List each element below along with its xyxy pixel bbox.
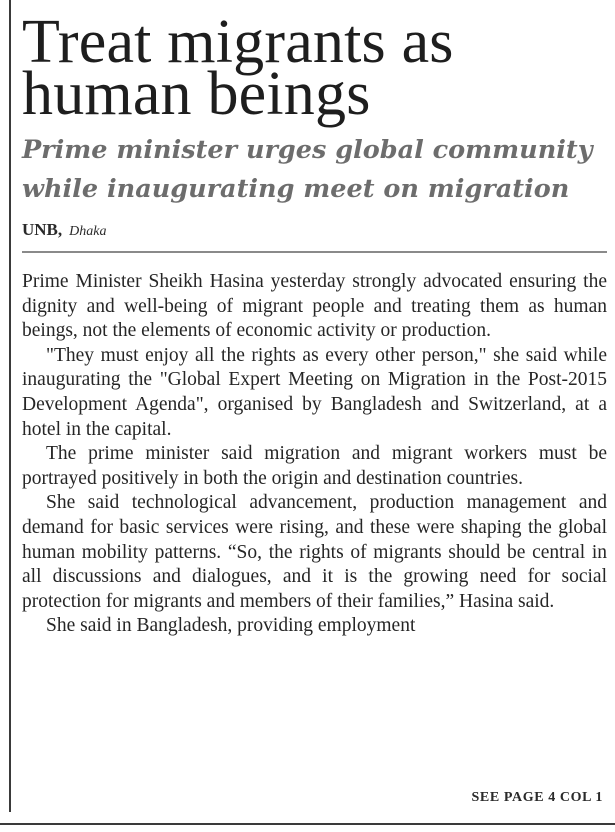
paragraph-2: "They must enjoy all the rights as every other person," she said while inaugurating the "Global Expert Meeting on Migration in the Post-2015 Development Agenda", organised by Bangladesh and Switzerland, at a hotel in the capital.	[22, 344, 607, 440]
subheadline-line-1: Prime minister urges global community	[22, 135, 593, 165]
paragraph-5: She said in Bangladesh, providing employment	[46, 615, 416, 637]
continuation-jump-line: SEE PAGE 4 COL 1	[471, 790, 603, 805]
byline-agency: UNB,	[22, 220, 63, 239]
headline-line-2: human beings	[22, 60, 371, 128]
paragraph-4: She said technological advancement, production management and demand for basic services were rising, and these were shaping the global human mobility patterns. “So, the rights of migrants should be central in all discussions and dialogues, and it is the growing need for social protection for migrants and members of their families,” Hasina said.	[22, 492, 607, 612]
headline-line-1: Treat migrants as	[22, 8, 454, 76]
byline-divider	[22, 251, 607, 253]
subheadline-line-2: while inaugurating meet on migration	[22, 174, 570, 204]
byline	[22, 219, 607, 243]
left-column-rule	[9, 0, 11, 812]
article-body	[22, 270, 607, 639]
bottom-rule	[0, 823, 615, 825]
paragraph-3: The prime minister said migration and migrant workers must be portrayed positively in both the origin and destination countries.	[22, 443, 607, 489]
byline-dateline: Dhaka	[69, 224, 107, 239]
paragraph-1: Prime Minister Sheikh Hasina yesterday strongly advocated ensuring the dignity and well-being of migrant people and treating them as human beings, not the elements of economic activity or production.	[22, 271, 607, 342]
article	[22, 0, 607, 639]
subheadline	[22, 131, 607, 209]
headline	[22, 0, 607, 128]
